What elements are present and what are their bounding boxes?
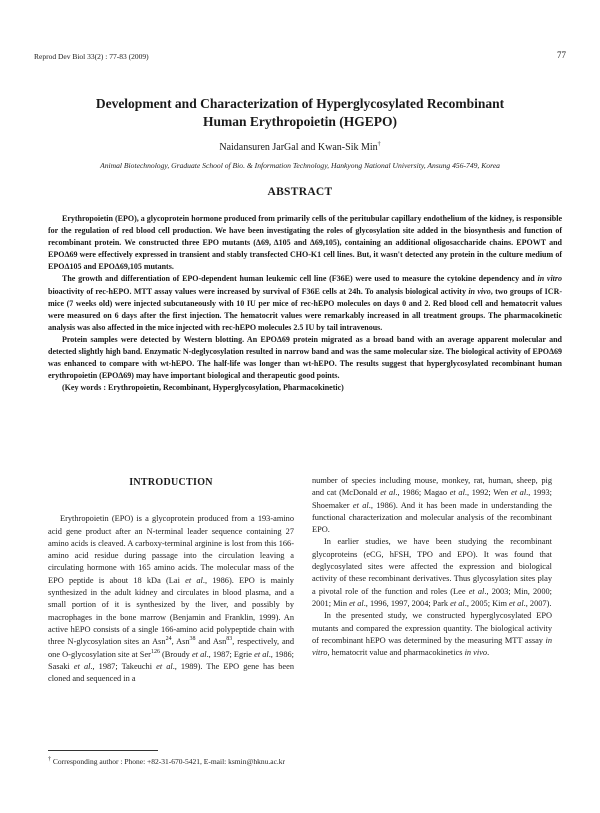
et-al: et al [185, 575, 203, 585]
body-text: , Asn [171, 637, 190, 647]
body-text: In the presented study, we constructed hyperglycosylated EPO mutants and compared the expression quantity. The biological activity of recombinant hEPO was determined by the measuring MTT assay [312, 611, 552, 645]
intro-paragraph-2 [312, 536, 552, 610]
abstract-text: The growth and differentiation of EPO-dependent human leukemic cell line (F36E) were used to measure the cytokine dependency and [62, 274, 538, 284]
body-text: ., 2007). [523, 598, 552, 608]
author-list [30, 142, 570, 153]
journal-citation: Reprod Dev Biol 33(2) : 77-83 (2009) [34, 52, 149, 61]
page-number: 77 [557, 50, 566, 60]
running-header [34, 50, 566, 64]
italic-term: in vitro [312, 635, 552, 658]
body-text: ., 1989). The EPO gene has been cloned and sequenced in a [48, 661, 294, 684]
body-text: ., 1992; Wen [464, 488, 511, 498]
body-text: ., 1986; Sasaki [48, 649, 294, 671]
body-text: and Asn [195, 637, 227, 647]
right-column [312, 475, 552, 659]
intro-paragraph-1-continued [312, 475, 552, 536]
body-text: ., 1986). EPO is mainly synthesized in the adult kidney and circulates in blood plasma, and a small portion of it is synthesized by the liver, and possibly by macrophages in the bone marrow (Benjamin and Franklin, 1999). An active hEPO consists of a single 166-amino acid polypeptide chain with three N-glycosylation sites an Asn [48, 575, 294, 647]
et-al: et al [349, 598, 364, 608]
et-al: et al [468, 586, 485, 596]
et-al: et al [449, 488, 465, 498]
superscript: 83 [226, 636, 233, 643]
superscript: 38 [189, 636, 196, 643]
body-text: ., 1986; Magao [395, 488, 450, 498]
left-column [48, 477, 294, 685]
abstract-italic: in vivo [468, 286, 491, 296]
paper-title [30, 95, 570, 131]
title-line-2: Human Erythropoietin (HGEPO) [202, 114, 397, 129]
abstract-paragraph-2 [48, 273, 562, 333]
superscript: 126 [150, 648, 160, 655]
footnote-mark: † [48, 756, 51, 763]
et-al: et al [156, 661, 173, 671]
et-al: et al [509, 598, 524, 608]
body-text: ., 2003; Min, 2000; 2001; Min [312, 586, 553, 608]
et-al: et al [450, 598, 465, 608]
abstract-heading: ABSTRACT [267, 186, 333, 198]
et-al: et al [380, 488, 396, 498]
abstract-paragraph-1: Erythropoietin (EPO), a glycoprotein hormone produced from primarily cells of the peritubular capillary endothelium of the kidney, is responsible for the regulation of red blood cell production. We have been investigating the roles of glycosylation site added in the biosynthesis and function of recombinant protein. We constructed three EPO mutants (Δ69, Δ105 and Δ69,105), containing an additional oligosaccharide chains. EPOWT and EPOΔ69 were effectively expressed in transient and stably transfected CHO-K1 cell lines. But, it wasn't detected any protein in the culture medium of EPOΔ105 and EPOΔ69,105 mutants. [48, 214, 563, 272]
intro-paragraph-1 [48, 513, 294, 685]
intro-paragraph-3 [312, 610, 552, 659]
abstract-text: , two groups of ICR-mice (7 weeks old) were injected subcutaneously with 10 IU per mice of rec-hEPO molecules on days 0 and 2. Red blood cell and hematocrit values were measured on 6 days after the first injection. The hematocrit values were remarkably increased in all treatment groups. The pharmacokinetic analysis was also affected in the mice injected with rec-hEPO molecules 2.5 IU by tail intravenous. [48, 286, 563, 332]
body-text: ., 2005; Kim [464, 598, 510, 608]
superscript: 24 [165, 636, 172, 643]
body-text: ., 1993; Shoemaker [312, 488, 552, 510]
italic-term: in vivo [464, 648, 488, 658]
et-al: et al [352, 500, 369, 510]
body-text: ., 1996, 1997, 2004; Park [363, 598, 451, 608]
corresponding-author-mark: † [377, 141, 381, 148]
affiliation: Animal Biotechnology, Graduate School of Bio. & Information Technology, Hankyong National University, Ansung 456-749, Korea [100, 161, 500, 170]
body-text: Erythropoietin (EPO) is a glycoprotein produced from a 193-amino acid gene product after an N-terminal leader sequence containing 27 amino acids is cleaved. A carboxy-terminal arginine is lost from this 166-amino acid residue during passage into the circulation leaving a circulating hormone with 165 amino acids. The molecular mass of the EPO peptide is about 18 kDa (Lai [48, 514, 294, 585]
abstract-body [48, 213, 562, 394]
body-text: . [487, 648, 490, 658]
et-al: et al [191, 649, 207, 659]
body-text: ., 1987; Takeuchi [90, 661, 157, 671]
abstract-italic: in vitro [537, 274, 563, 284]
body-text: ., 1986). And it has been made in understanding the functional characterization and molecular analysis of the recombinant EPO. [312, 500, 552, 535]
body-text: , respectively, and one O-glycosylation site at Ser [48, 637, 294, 659]
keywords: (Key words : Erythropoietin, Recombinant, Hyperglycosylation, Pharmacokinetic) [62, 383, 344, 393]
title-line-1: Development and Characterization of Hyperglycosylated Recombinant [95, 96, 505, 111]
body-text: (Broudy [159, 649, 192, 659]
body-text: In earlier studies, we have been studying the recombinant glycoproteins (eCG, hFSH, TPO and EPO). It was found that deglycosylated sites were affected the expression and biological activity of these recombinant derivatives. Thus glycosylation sites play a pivotal role of the function and roles (Lee [312, 537, 552, 596]
abstract-paragraph-3: Protein samples were detected by Western blotting. An EPOΔ69 protein migrated as a broad band with an average apparent molecular and detected slightly high band. Enzymatic N-deglycosylation resulted in narrow band and was the same molecular size. The biological activity of EPOΔ69 was enhanced to compare with wt-hEPO. The half-life was longer than wt-hEPO. The results suggest that hyperglycosylated recombinant human erythropoietin (EPOΔ69) may have important biological and therapeutic good points. [48, 334, 562, 381]
footnote-divider [48, 750, 158, 751]
et-al: et al [510, 488, 527, 498]
et-al: et al [254, 649, 269, 659]
footnote-text: Corresponding author : Phone: +82-31-670-5421, E-mail: ksmin@hknu.ac.kr [51, 757, 286, 766]
body-text: ., 1987; Egrie [206, 649, 255, 659]
body-text: , hematocrit value and pharmacokinetics [327, 648, 465, 658]
abstract-text: bioactivity of rec-hEPO. MTT assay values were increased by survival of F36E cells at 24h. To analysis biological activity [48, 286, 469, 296]
footnote [48, 757, 285, 766]
et-al: et al [73, 661, 91, 671]
author-names: Naidansuren JarGal and Kwan-Sik Min [219, 142, 378, 153]
introduction-heading: INTRODUCTION [129, 477, 213, 488]
body-text: number of species including mouse, monkey, rat, human, sheep, pig and cat (McDonald [312, 476, 552, 498]
